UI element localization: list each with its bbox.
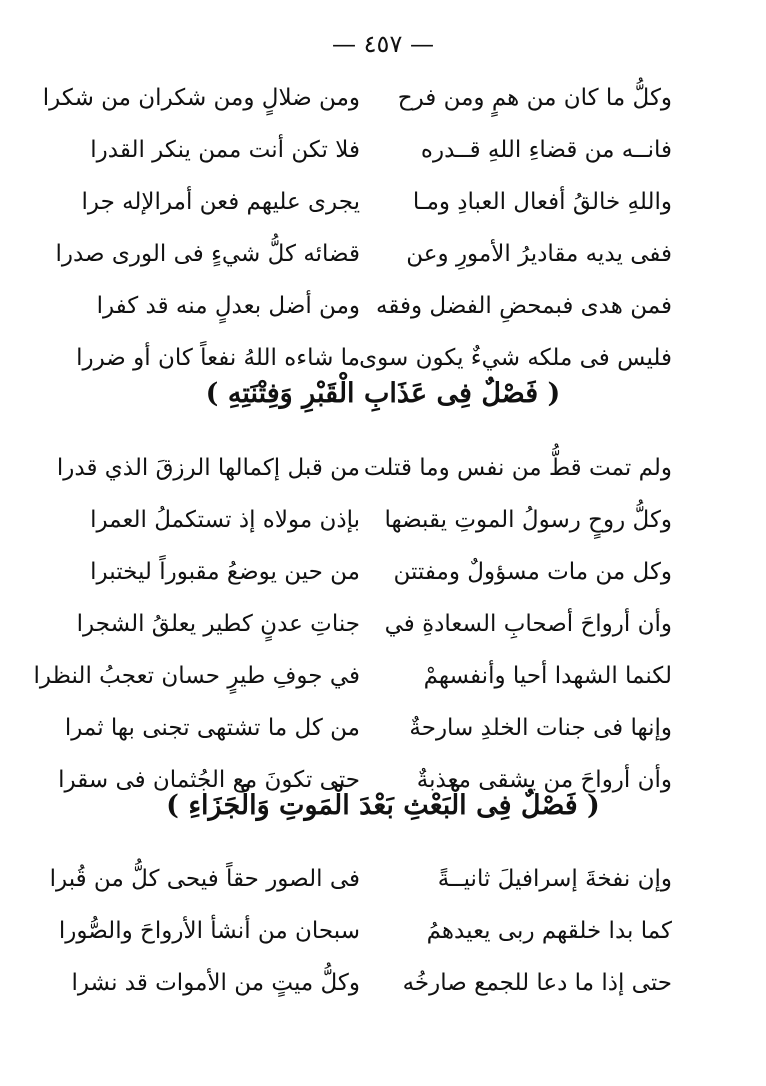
verse-second-hemistich: في جوفِ طيرٍ حسان تعجبُ النظرا — [33, 663, 360, 689]
section-heading-resurrection: ( فَصْلٌ فِى الْبَعْثِ بَعْدَ الْمَوتِ وَالْجَزَاءِ ) — [166, 790, 600, 821]
verse-first-hemistich: وإن نفخةَ إسرافيلَ ثانيــةً — [437, 866, 672, 892]
verse-first-hemistich: لكنما الشهدا أحيا وأنفسهمْ — [423, 663, 672, 689]
verse-row — [80, 280, 672, 332]
verse-second-hemistich: سبحان من أنشأ الأرواحَ والصُّورا — [58, 918, 360, 944]
verse-row — [80, 124, 672, 176]
verse-second-hemistich: قضائه كلُّ شيءٍ فى الورى صدرا — [55, 241, 360, 267]
verse-row — [76, 332, 672, 384]
verse-first-hemistich: حتى إذا ما دعا للجمع صارخُه — [402, 970, 672, 996]
verse-first-hemistich: وكلُّ روحٍ رسولُ الموتِ يقبضها — [384, 507, 672, 533]
section-heading-grave-punishment: ( فَصْلٌ فِى عَذَابِ الْقَبْرِ وَفِتْنَتِهِ ) — [205, 378, 561, 409]
verse-second-hemistich: يجرى عليهم فعن أمرالإله جرا — [81, 189, 360, 215]
page-number: — ٤٥٧ — — [332, 30, 434, 58]
verse-second-hemistich: وكلُّ ميتٍ من الأموات قد نشرا — [71, 970, 360, 996]
verse-second-hemistich: بإذن مولاه إذ تستكملُ العمرا — [90, 507, 360, 533]
verse-row — [56, 442, 672, 494]
verse-second-hemistich: فى الصور حقاً فيحى كلُّ من قُبرا — [49, 866, 360, 892]
verse-row — [71, 957, 672, 1009]
verse-row — [80, 494, 672, 546]
verse-second-hemistich: حتى تكونَ مع الجُثمان فى سقرا — [58, 767, 360, 793]
verse-first-hemistich: وإنها فى جنات الخلدِ سارحةٌ — [409, 715, 672, 741]
verse-first-hemistich: كما بدا خلقهم ربى يعيدهمُ — [426, 918, 672, 944]
verse-row — [42, 72, 672, 124]
verse-row — [76, 598, 672, 650]
verse-second-hemistich: ما شاءه اللهُ نفعاً كان أو ضررا — [76, 345, 360, 371]
verse-first-hemistich: وكلُّ ما كان من همٍ ومن فرح — [397, 85, 672, 111]
verse-second-hemistich: ومن ضلالٍ ومن شكران من شكرا — [42, 85, 360, 111]
verse-second-hemistich: من كل ما تشتهى تجنى بها ثمرا — [64, 715, 360, 741]
verse-second-hemistich: ومن أضل بعدلٍ منه قد كفرا — [96, 293, 360, 319]
verse-second-hemistich: جناتِ عدنٍ كطير يعلقُ الشجرا — [76, 611, 360, 637]
poem-block-1 — [42, 72, 672, 384]
verse-row — [80, 176, 672, 228]
verse-row — [33, 650, 672, 702]
verse-row — [80, 546, 672, 598]
verse-first-hemistich: وأن أرواحَ أصحابِ السعادةِ في — [384, 611, 672, 637]
verse-second-hemistich: فلا تكن أنت ممن ينكر القدرا — [90, 137, 360, 163]
verse-row — [49, 853, 672, 905]
verse-first-hemistich: فمن هدى فبمحضِ الفضل وفقه — [376, 293, 672, 319]
poem-block-2 — [33, 442, 672, 806]
verse-second-hemistich: من قبل إكمالها الرزقَ الذي قدرا — [56, 455, 360, 481]
verse-first-hemistich: ففى يديه مقاديرُ الأمورِ وعن — [406, 241, 672, 267]
verse-row — [55, 228, 672, 280]
verse-first-hemistich: فليس فى ملكه شيءٌ يكون سوى — [359, 345, 672, 371]
verse-first-hemistich: ولم تمت قطُّ من نفس وما قتلت — [363, 455, 672, 481]
verse-first-hemistich: واللهِ خالقُ أفعال العبادِ ومـا — [412, 189, 672, 215]
poem-block-3 — [49, 853, 672, 1009]
verse-second-hemistich: من حين يوضعُ مقبوراً ليختبرا — [90, 559, 360, 585]
verse-row — [64, 702, 672, 754]
verse-first-hemistich: فانــه من قضاءِ اللهِ قــدره — [420, 137, 672, 163]
verse-first-hemistich: وأن أرواحَ من يشقى معذبةٌ — [416, 767, 672, 793]
verse-row — [58, 905, 672, 957]
verse-first-hemistich: وكل من مات مسؤولٌ ومفتتن — [393, 559, 672, 585]
